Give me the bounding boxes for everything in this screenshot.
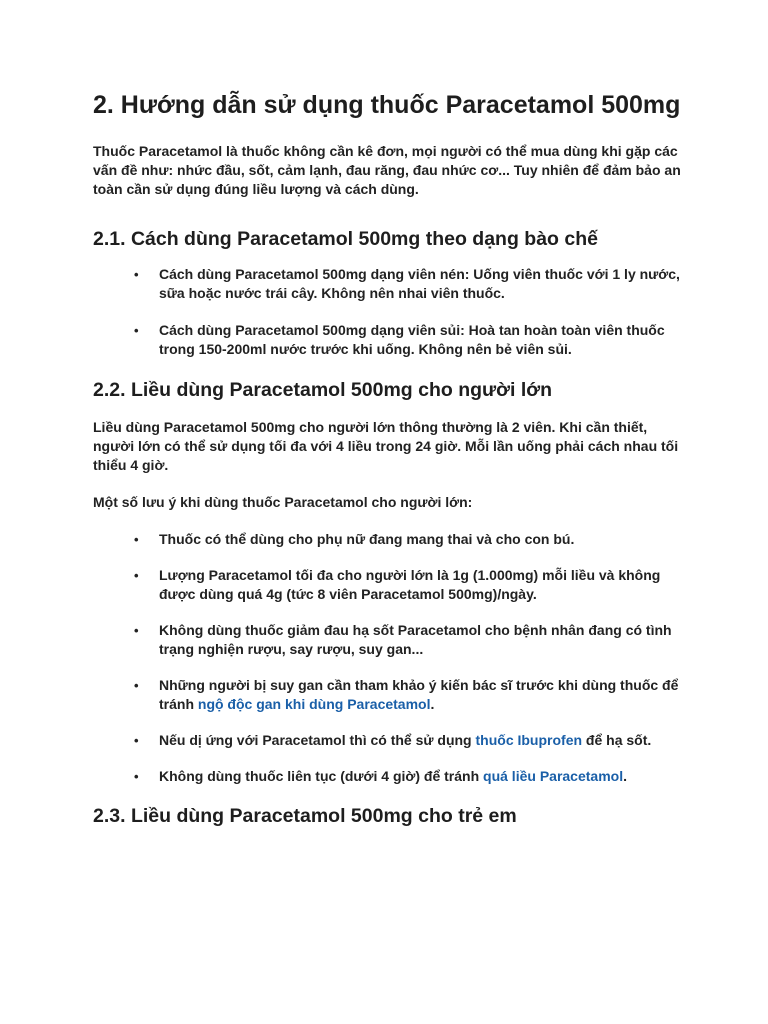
list-item xyxy=(93,621,688,659)
list-item xyxy=(93,731,688,750)
list-item-text: Lượng Paracetamol tối đa cho người lớn là 1g (1.000mg) mỗi liều và không được dùng quá 4g (tức 8 viên Paracetamol 500mg)/ngày. xyxy=(159,567,661,602)
list-item xyxy=(93,566,688,604)
list-item-text-end: . xyxy=(623,768,627,784)
bullet-icon: • xyxy=(134,568,139,583)
list-item-text-end: để hạ sốt. xyxy=(582,732,652,748)
liver-poisoning-link[interactable]: ngộ độc gan khi dùng Paracetamol xyxy=(197,696,431,712)
intro-paragraph: Thuốc Paracetamol là thuốc không cần kê đơn, mọi người có thể mua dùng khi gặp các vấn đề như: nhức đầu, sốt, cảm lạnh, đau răng, đau nhức cơ... Tuy nhiên để đảm bảo an toàn cần sử dụng đúng liều lượng và cách dùng. xyxy=(93,143,681,197)
bullet-icon: • xyxy=(134,267,139,282)
ibuprofen-link[interactable]: thuốc Ibuprofen xyxy=(475,732,583,748)
list-item-text: Cách dùng Paracetamol 500mg dạng viên nén: Uống viên thuốc với 1 ly nước, sữa hoặc nước trái cây. Không nên nhai viên thuốc. xyxy=(159,266,680,301)
bullet-icon: • xyxy=(134,733,139,748)
section-heading-2-2: 2.2. Liều dùng Paracetamol 500mg cho người lớn xyxy=(93,379,553,401)
overdose-link[interactable]: quá liều Paracetamol xyxy=(483,768,624,784)
section-heading-2-3: 2.3. Liều dùng Paracetamol 500mg cho trẻ em xyxy=(93,805,517,827)
page-title: 2. Hướng dẫn sử dụng thuốc Paracetamol 500mg xyxy=(93,91,681,119)
bullet-icon: • xyxy=(134,532,139,547)
list-item-text: Cách dùng Paracetamol 500mg dạng viên sủi: Hoà tan hoàn toàn viên thuốc trong 150-200ml nước trước khi uống. Không nên bẻ viên sủi. xyxy=(159,322,665,357)
bullet-icon: • xyxy=(134,323,139,338)
list-item xyxy=(93,767,688,786)
adult-notes-list xyxy=(93,530,688,786)
list-item-text-end: . xyxy=(430,696,435,712)
bullet-icon: • xyxy=(134,623,139,638)
adult-dose-paragraph: Liều dùng Paracetamol 500mg cho người lớn thông thường là 2 viên. Khi cần thiết, người lớn có thể sử dụng tối đa với 4 liều trong 24 giờ. Mỗi lần uống phải cách nhau tối thiểu 4 giờ. xyxy=(93,419,679,473)
bullet-icon: • xyxy=(134,769,139,784)
dosage-form-list xyxy=(93,265,688,359)
list-item-text: Không dùng thuốc giảm đau hạ sốt Paracetamol cho bệnh nhân đang có tình trạng nghiện rượu, say rượu, suy gan... xyxy=(159,622,672,657)
list-item-text: Nếu dị ứng với Paracetamol thì có thể sử dụng xyxy=(159,732,476,748)
list-item xyxy=(93,265,688,303)
bullet-icon: • xyxy=(134,678,139,693)
list-item xyxy=(93,321,688,359)
list-item-text: Thuốc có thể dùng cho phụ nữ đang mang thai và cho con bú. xyxy=(159,531,575,547)
section-heading-2-1: 2.1. Cách dùng Paracetamol 500mg theo dạng bào chế xyxy=(93,228,598,250)
list-item xyxy=(93,676,688,714)
list-item-text: Những người bị suy gan cần tham khảo ý kiến bác sĩ trước khi dùng thuốc để tránh xyxy=(159,677,679,712)
list-item xyxy=(93,530,688,549)
list-item-text: Không dùng thuốc liên tục (dưới 4 giờ) để tránh xyxy=(159,768,484,784)
adult-notes-intro: Một số lưu ý khi dùng thuốc Paracetamol cho người lớn: xyxy=(93,494,473,510)
